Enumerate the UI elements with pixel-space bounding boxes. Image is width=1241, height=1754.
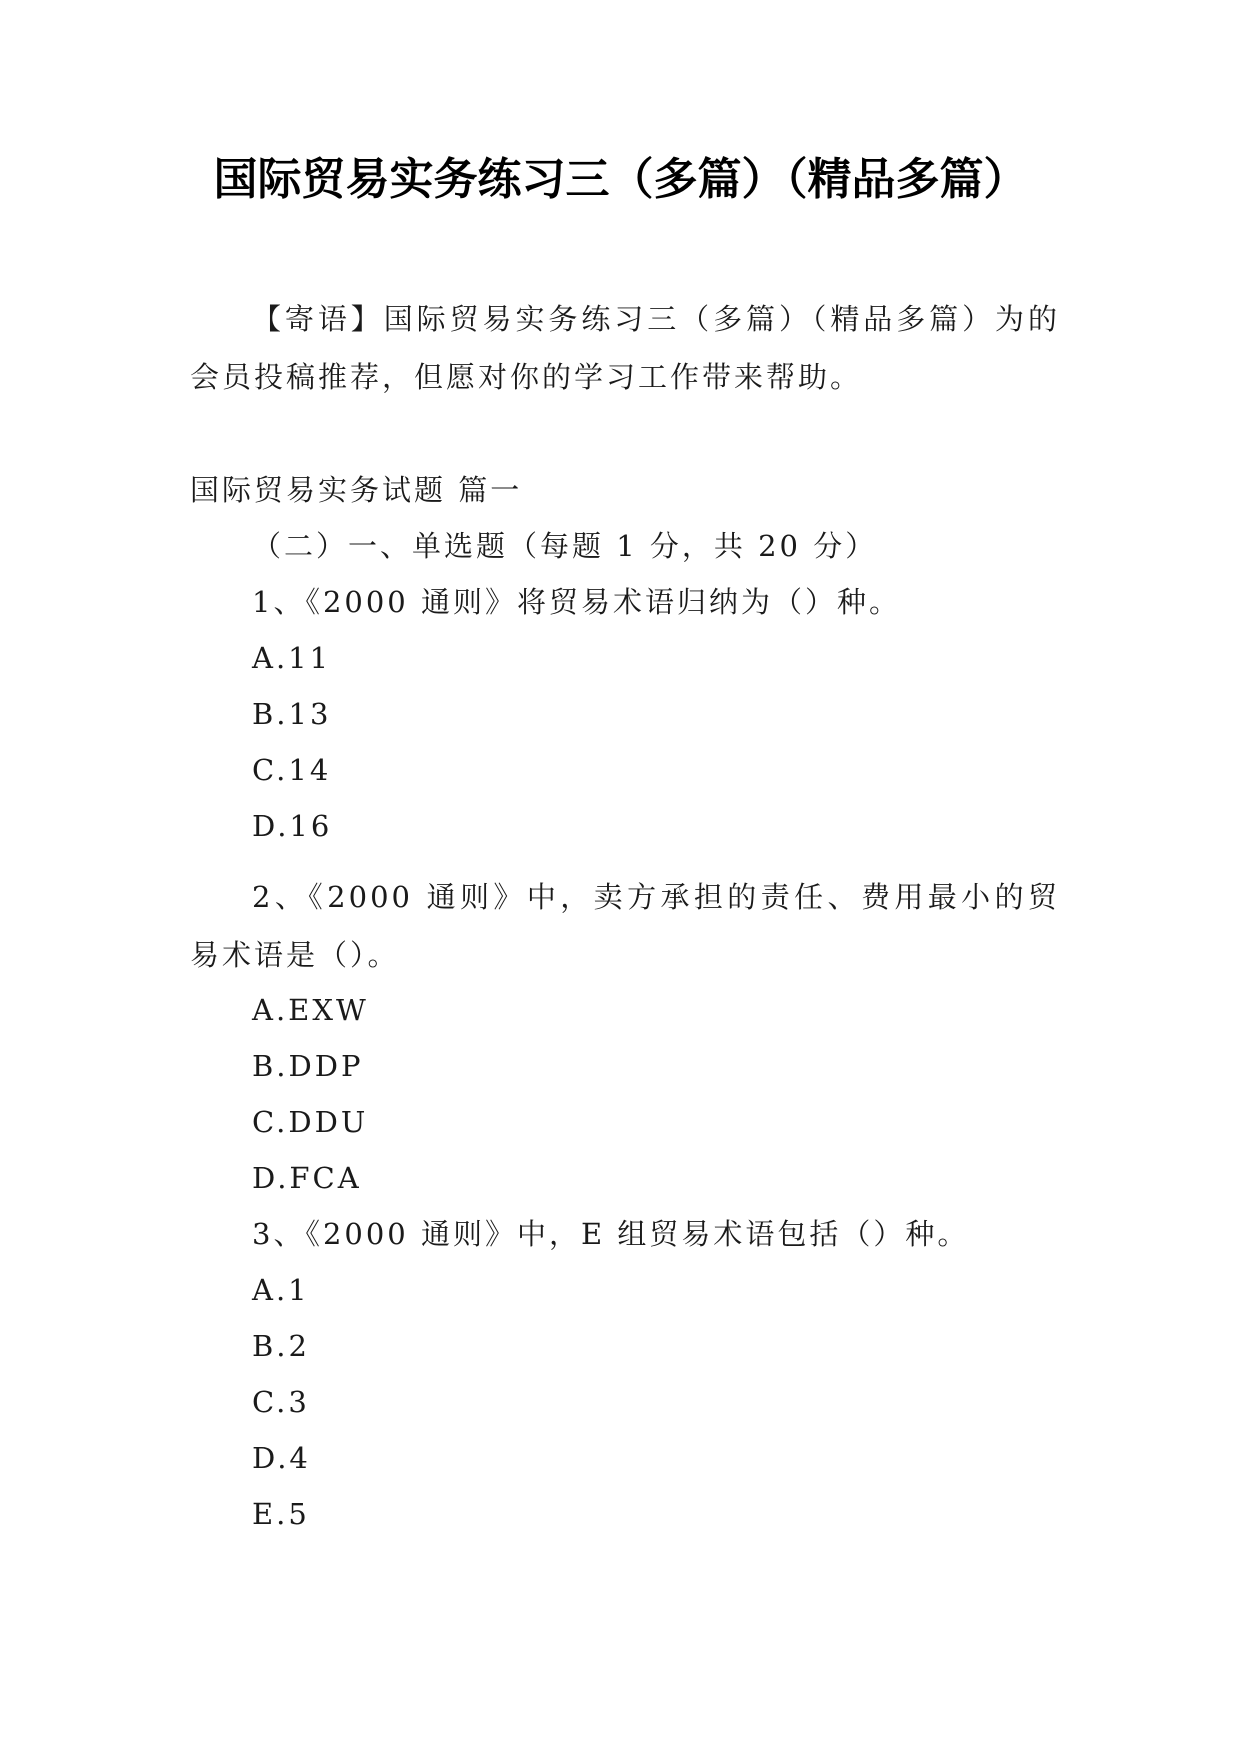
question-1-option-b: B.13 xyxy=(252,697,332,731)
preface-paragraph: 【寄语】国际贸易实务练习三（多篇）（精品多篇）为的会员投稿推荐，但愿对你的学习工作带来帮助。 xyxy=(190,302,1060,394)
question-3-option-d: D.4 xyxy=(252,1441,311,1475)
subsection-heading: （二）一、单选题（每题 1 分，共 20 分） xyxy=(252,529,878,563)
question-1-option-d: D.16 xyxy=(252,809,333,843)
question-1-text: 1、《2000 通则》将贸易术语归纳为（）种。 xyxy=(252,585,901,619)
question-2-option-d: D.FCA xyxy=(252,1161,362,1195)
question-2-option-b: B.DDP xyxy=(252,1049,364,1083)
question-2-option-c: C.DDU xyxy=(252,1105,369,1139)
question-3-option-e: E.5 xyxy=(252,1497,310,1531)
question-1-option-c: C.14 xyxy=(252,753,332,787)
question-3-option-b: B.2 xyxy=(252,1329,310,1363)
question-3-option-c: C.3 xyxy=(252,1385,310,1419)
section-title: 国际贸易实务试题 篇一 xyxy=(190,473,523,507)
question-3-text: 3、《2000 通则》中，E 组贸易术语包括（）种。 xyxy=(252,1217,970,1251)
question-2-option-a: A.EXW xyxy=(252,993,369,1027)
document-title: 国际贸易实务练习三（多篇）（精品多篇） xyxy=(213,154,1028,205)
question-2-text: 2、《2000 通则》中，卖方承担的责任、费用最小的贸易术语是（）。 xyxy=(190,880,1060,972)
question-3-option-a: A.1 xyxy=(252,1273,310,1307)
question-1-option-a: A.11 xyxy=(252,641,332,675)
